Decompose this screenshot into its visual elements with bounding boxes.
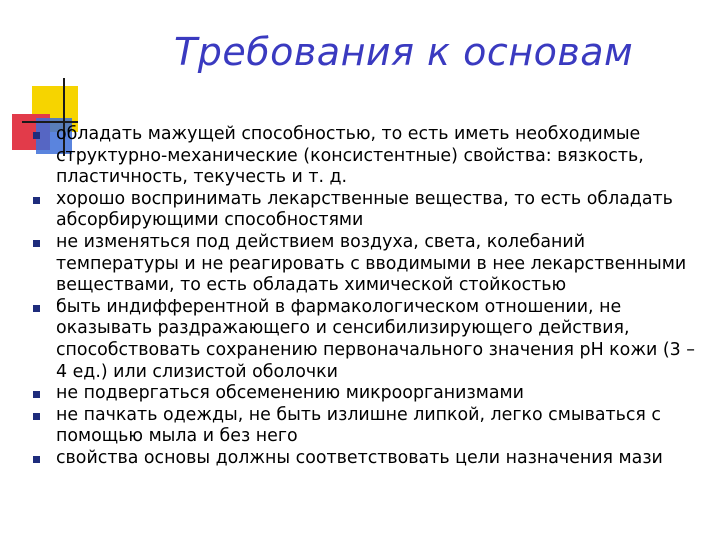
square-bullet-icon <box>33 197 40 204</box>
list-item <box>30 297 702 383</box>
square-bullet-icon <box>33 305 40 312</box>
list-item-text: свойства основы должны соответствовать цели назначения мази <box>56 447 663 468</box>
list-item <box>30 448 702 470</box>
square-bullet-icon <box>33 132 40 139</box>
square-bullet-icon <box>33 456 40 463</box>
list-item <box>30 405 702 448</box>
list-item-text: обладать мажущей способностью, то есть иметь необходимые структурно-механические (консистентные) свойства: вязкость, пластичность, текучесть и т. д. <box>56 124 644 188</box>
list-item <box>30 124 702 189</box>
list-item-text: быть индифферентной в фармакологическом отношении, не оказывать раздражающего и сенсибилизирующего действия, способствовать сохранению первоначального значения рН кожи (3 – 4 ед.) или слизистой оболочки <box>56 296 695 382</box>
bullet-list <box>30 124 702 470</box>
list-item <box>30 232 702 297</box>
square-bullet-icon <box>33 413 40 420</box>
square-bullet-icon <box>33 391 40 398</box>
list-item-text: хорошо воспринимать лекарственные вещества, то есть обладать абсорбирующими способностями <box>56 188 673 231</box>
decor-horizontal-line <box>22 121 78 123</box>
list-item-text: не изменяться под действием воздуха, света, колебаний температуры и не реагировать с вводимыми в нее лекарственными веществами, то есть обладать химической стойкостью <box>56 231 687 296</box>
square-bullet-icon <box>33 240 40 247</box>
slide-title: Требования к основам <box>174 30 634 74</box>
list-item-text: не пачкать одежды, не быть излишне липкой, легко смываться с помощью мыла и без него <box>56 404 661 447</box>
list-item-text: не подвергаться обсеменению микроорганизмами <box>56 383 524 404</box>
list-item <box>30 189 702 232</box>
list-item <box>30 383 702 405</box>
